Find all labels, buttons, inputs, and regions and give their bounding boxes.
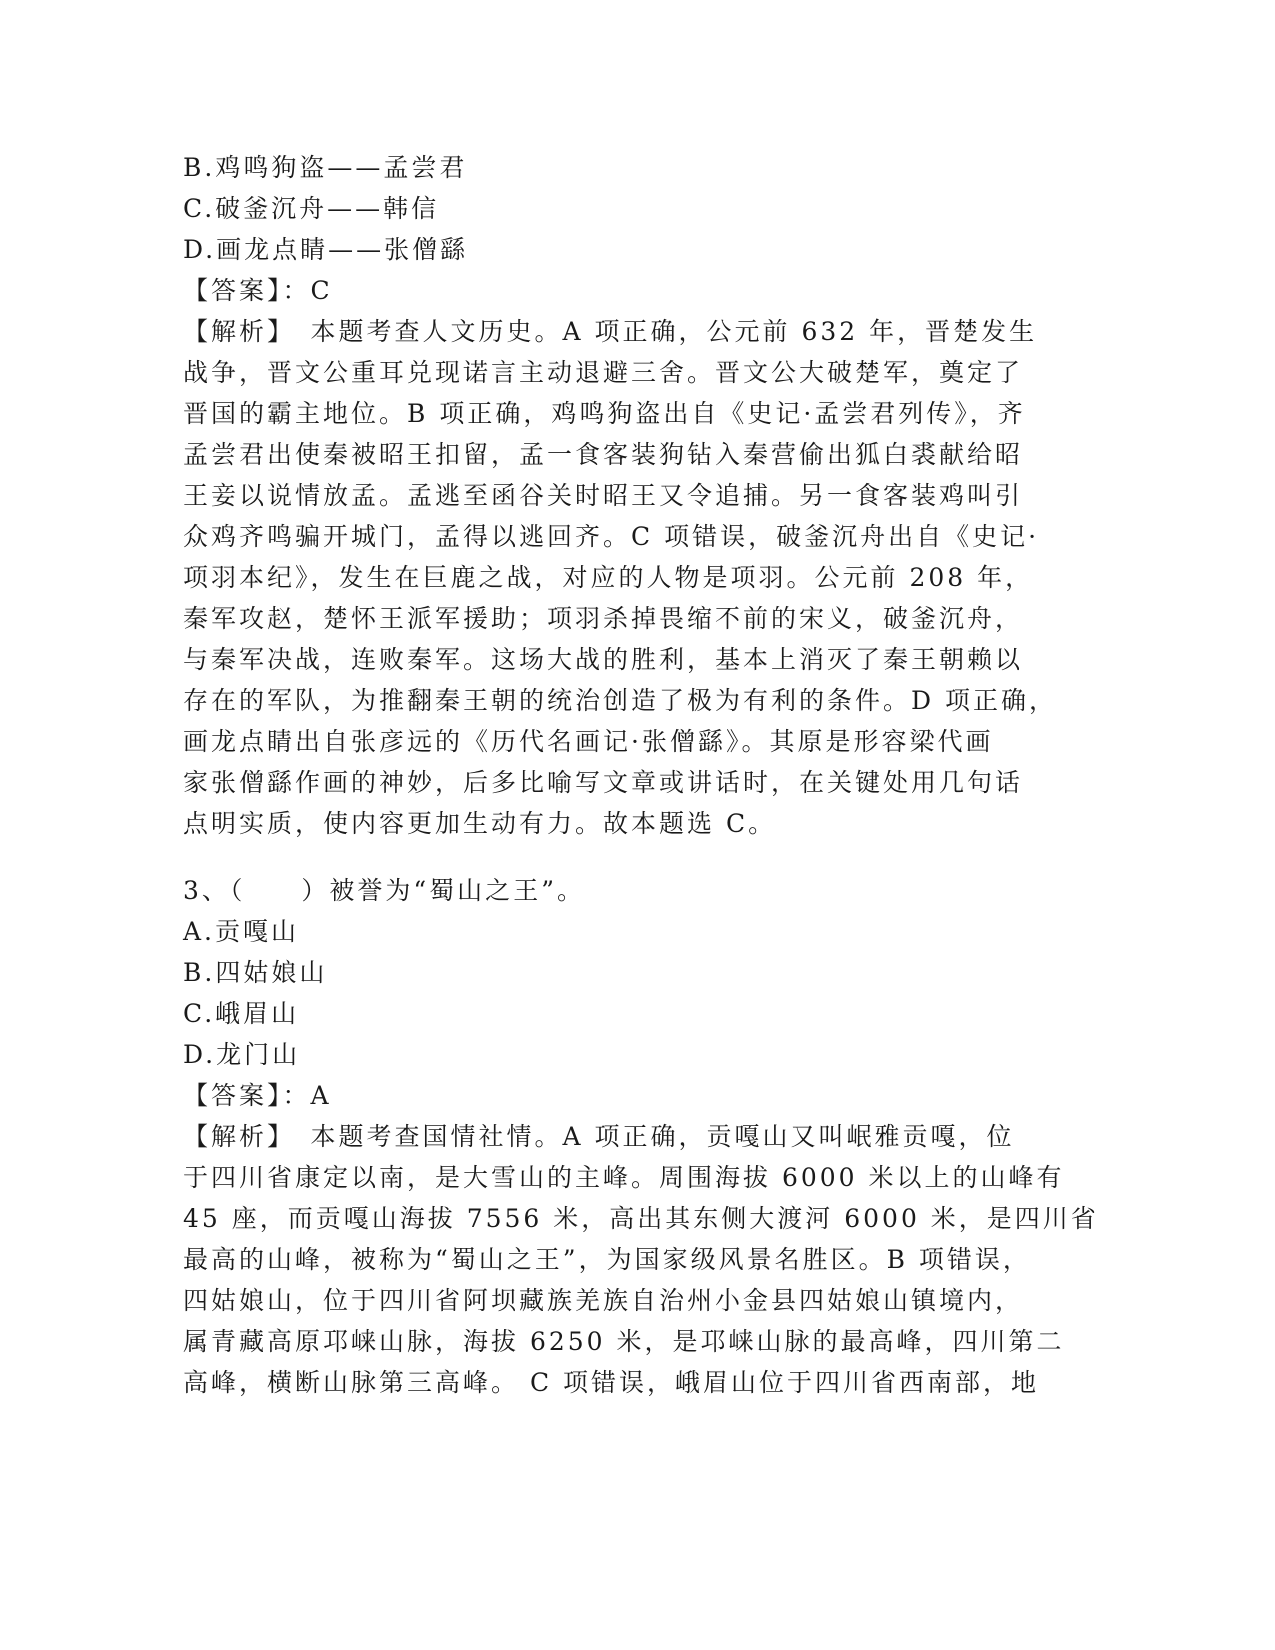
document-content — [183, 147, 1099, 1403]
q3-explain-line: 四姑娘山，位于四川省阿坝藏族羌族自治州小金县四姑娘山镇境内， — [183, 1286, 1024, 1315]
q2-option-c: C.破釜沉舟——韩信 — [183, 194, 440, 223]
q3-option-a: A.贡嘎山 — [183, 917, 300, 946]
q2-explain-line: 孟尝君出使秦被昭王扣留，孟一食客装狗钻入秦营偷出狐白裘献给昭 — [183, 440, 1024, 469]
q2-explain-line: 存在的军队，为推翻秦王朝的统治创造了极为有利的条件。D 项正确， — [183, 686, 1057, 715]
q2-explain-line: 画龙点睛出自张彦远的《历代名画记·张僧繇》。其原是形容梁代画 — [183, 727, 994, 756]
q3-explanation — [183, 1116, 1099, 1403]
q2-explain-line: 项羽本纪》，发生在巨鹿之战，对应的人物是项羽。公元前 208 年， — [183, 563, 1034, 592]
q3-option-c: C.峨眉山 — [183, 999, 300, 1028]
section-gap — [183, 844, 1043, 870]
q3-explain-line: 最高的山峰，被称为“蜀山之王”，为国家级风景名胜区。B 项错误， — [183, 1245, 1031, 1274]
q2-explain-line: 与秦军决战，连败秦军。这场大战的胜利，基本上消灭了秦王朝赖以 — [183, 645, 1024, 674]
q3-question: 3、（ ）被誉为“蜀山之王”。 — [183, 876, 585, 905]
q2-option-b: B.鸡鸣狗盗——孟尝君 — [183, 153, 468, 182]
q2-explain-line: 众鸡齐鸣骗开城门，孟得以逃回齐。C 项错误，破釜沉舟出自《史记· — [183, 522, 1040, 551]
q3-explain-line: 45 座，而贡嘎山海拔 7556 米，高出其东侧大渡河 6000 米，是四川省 — [183, 1204, 1099, 1233]
q3-explain-line: 高峰，横断山脉第三高峰。 C 项错误，峨眉山位于四川省西南部，地 — [183, 1368, 1040, 1397]
q3-answer: 【答案】：A — [183, 1081, 332, 1110]
q2-option-d: D.画龙点睛——张僧繇 — [183, 235, 469, 264]
q2-explain-line: 战争，晋文公重耳兑现诺言主动退避三舍。晋文公大破楚军，奠定了 — [183, 358, 1024, 387]
q3-option-d: D.龙门山 — [183, 1040, 301, 1069]
q3-option-b: B.四姑娘山 — [183, 958, 328, 987]
q2-explain-line: 点明实质，使内容更加生动有力。故本题选 C。 — [183, 809, 777, 838]
q2-explain-line: 【解析】 本题考查人文历史。A 项正确，公元前 632 年，晋楚发生 — [183, 317, 1038, 346]
q2-explain-line: 晋国的霸主地位。B 项正确，鸡鸣狗盗出自《史记·孟尝君列传》，齐 — [183, 399, 1026, 428]
q3-explain-line: 属青藏高原邛崃山脉，海拔 6250 米，是邛崃山脉的最高峰，四川第二 — [183, 1327, 1065, 1356]
q2-explain-line: 王妾以说情放孟。孟逃至函谷关时昭王又令追捕。另一食客装鸡叫引 — [183, 481, 1024, 510]
q3-explain-line: 于四川省康定以南，是大雪山的主峰。周围海拔 6000 米以上的山峰有 — [183, 1163, 1065, 1192]
q2-answer: 【答案】：C — [183, 276, 333, 305]
q3-explain-line: 【解析】 本题考查国情社情。A 项正确，贡嘎山又叫岷雅贡嘎，位 — [183, 1122, 1015, 1151]
q2-explain-line: 秦军攻赵，楚怀王派军援助；项羽杀掉畏缩不前的宋义，破釜沉舟， — [183, 604, 1024, 633]
q2-explanation — [183, 311, 1057, 844]
q2-explain-line: 家张僧繇作画的神妙，后多比喻写文章或讲话时，在关键处用几句话 — [183, 768, 1024, 797]
